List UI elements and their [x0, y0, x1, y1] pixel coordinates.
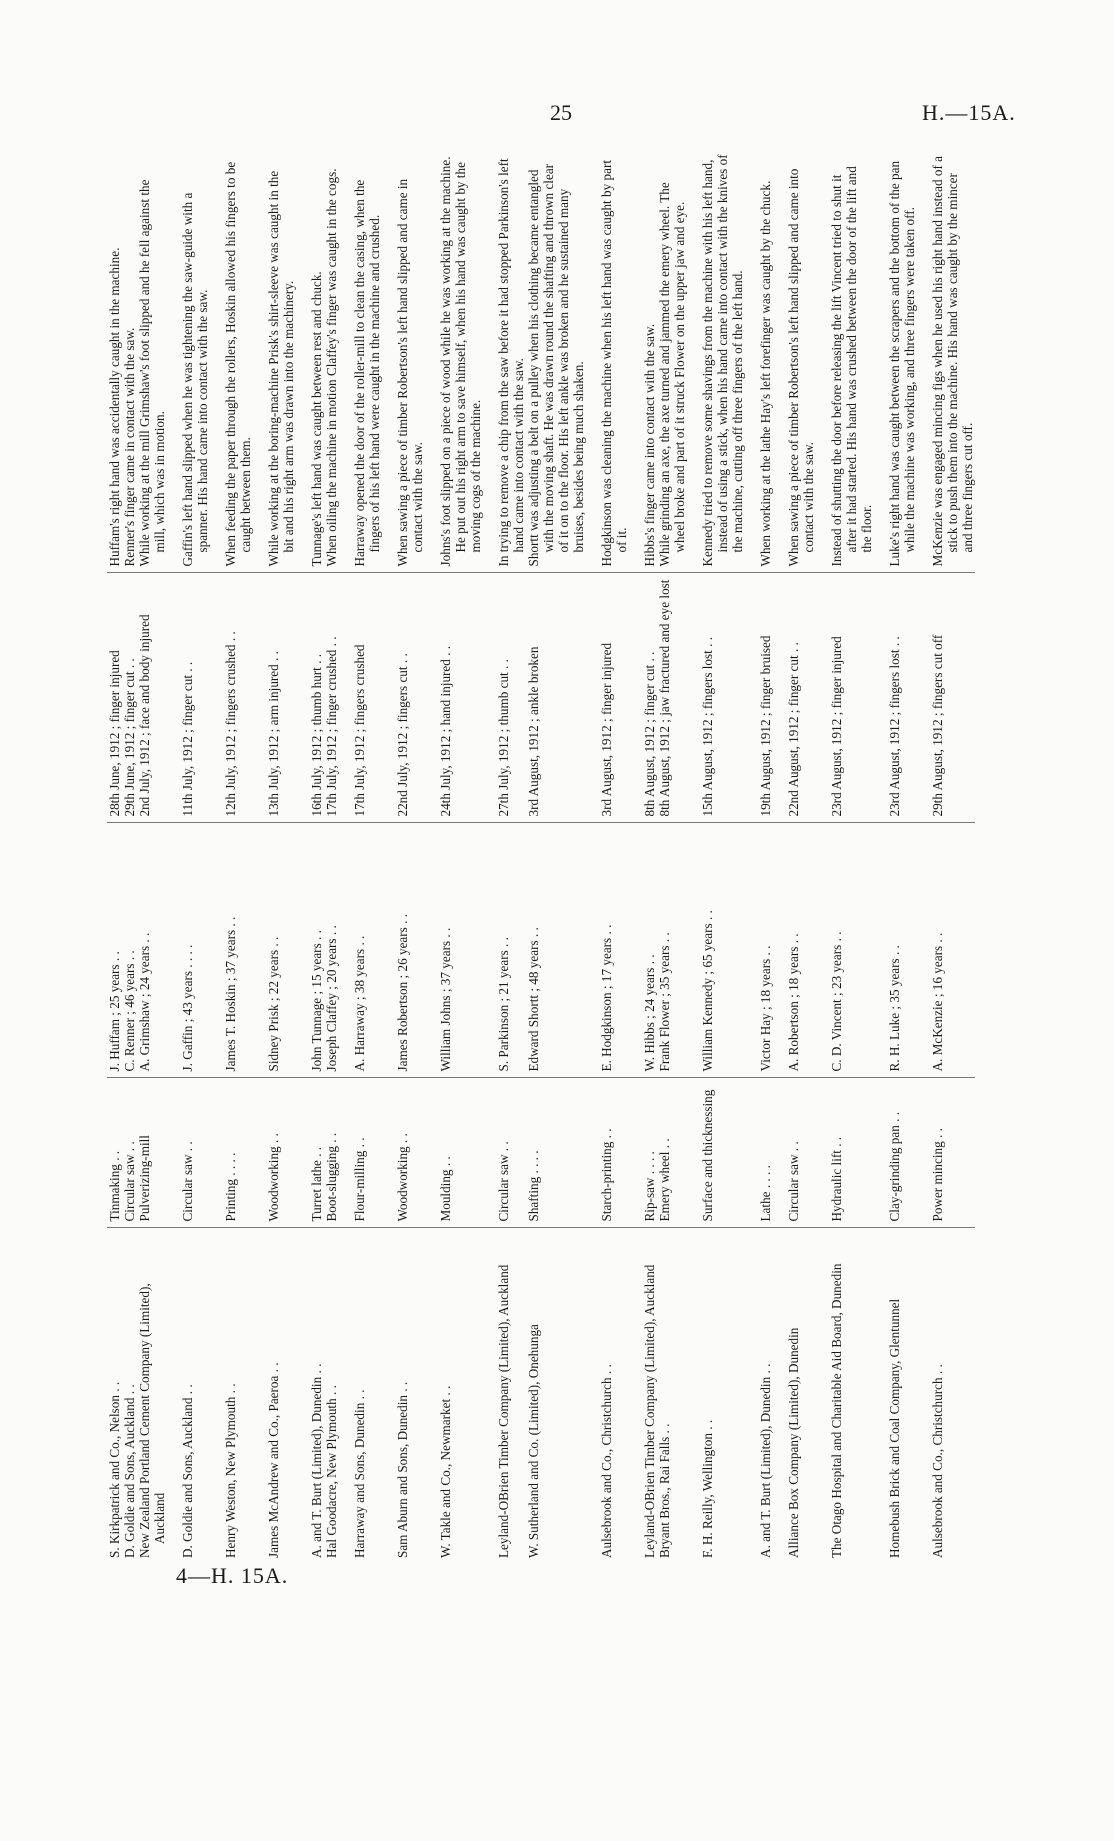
- table-row: [438, 148, 496, 1558]
- trade-cell-text: Hydraulic lift . .: [829, 1136, 844, 1222]
- injury-cell: [829, 573, 887, 823]
- table-row: [642, 148, 657, 1558]
- injury-cell-text: 22nd August, 1912 ; finger cut . .: [786, 642, 801, 817]
- footer-reference: 4—H. 15A.: [176, 1563, 289, 1588]
- person-cell: [266, 823, 309, 1078]
- cause-cell-text: When working at the lathe Hay's left forefinger was caught by the chuck.: [758, 180, 773, 567]
- cause-cell: [107, 148, 122, 573]
- cause-cell: [137, 148, 180, 573]
- employer-cell: [599, 1228, 642, 1558]
- employer-cell: [887, 1228, 930, 1558]
- person-cell: [496, 823, 526, 1078]
- table-row: [223, 148, 266, 1558]
- trade-cell: [122, 1078, 137, 1228]
- injury-cell-text: 3rd August, 1912 ; ankle broken: [526, 646, 541, 817]
- person-cell-text: J. Gaffin ; 43 years . . . .: [180, 944, 195, 1072]
- employer-cell-text: Aulsebrook and Co., Christchurch . .: [930, 1364, 945, 1558]
- table-row: [395, 148, 438, 1558]
- person-cell-text: A. Grimshaw ; 24 years . .: [137, 932, 152, 1072]
- table-row: [930, 148, 975, 1558]
- cause-cell-text: Luke's right hand was caught between the scrapers and the bottom of the pan while the machine was working, and three fingers were taken off.: [887, 160, 917, 567]
- employer-cell: [395, 1228, 438, 1558]
- injury-cell: [107, 573, 122, 823]
- injury-cell-text: 29th August, 1912 ; fingers cut off: [930, 634, 945, 817]
- person-cell-text: S. Parkinson ; 21 years . .: [496, 937, 511, 1072]
- table-row: [700, 148, 758, 1558]
- employer-cell: [352, 1228, 395, 1558]
- person-cell: [352, 823, 395, 1078]
- person-cell-text: James T. Hoskin ; 37 years . .: [223, 916, 238, 1072]
- cause-cell-text: While grinding an axe, the axe turned and jammed the emery wheel. The wheel broke and part of it struck Flower on the upper jaw and eye.: [657, 182, 687, 567]
- employer-cell: [657, 1228, 700, 1558]
- injury-cell-text: 23rd August, 1912 ; fingers lost . .: [887, 636, 902, 817]
- injury-cell-text: 15th August, 1912 ; fingers lost . .: [700, 637, 715, 817]
- cause-cell: [223, 148, 266, 573]
- table-row: [324, 148, 352, 1558]
- person-cell: [309, 823, 324, 1078]
- trade-cell: [395, 1078, 438, 1228]
- employer-cell-text: Alliance Box Company (Limited), Dunedin: [786, 1327, 801, 1558]
- person-cell: [526, 823, 599, 1078]
- cause-cell-text: Hibbs's finger came into contact with the saw.: [642, 324, 657, 567]
- trade-cell-text: Emery wheel . .: [657, 1138, 672, 1222]
- table-row: [180, 148, 223, 1558]
- injury-cell-text: 24th July, 1912 ; hand injured . .: [438, 645, 453, 817]
- table-row: [266, 148, 309, 1558]
- person-cell-text: Frank Flower ; 35 years . .: [657, 932, 672, 1072]
- table-row: [526, 148, 599, 1558]
- trade-cell: [526, 1078, 599, 1228]
- employer-cell-text: W. Sutherland and Co. (Limited), Onehunga: [526, 1324, 541, 1558]
- trade-cell: [352, 1078, 395, 1228]
- employer-cell-text: Harraway and Sons, Dunedin . .: [352, 1389, 367, 1558]
- injury-cell: [395, 573, 438, 823]
- person-cell: [700, 823, 758, 1078]
- cause-cell: [829, 148, 887, 573]
- cause-cell: [122, 148, 137, 573]
- employer-cell-text: James McAndrew and Co., Paeroa . .: [266, 1362, 281, 1558]
- trade-cell-text: Flour-milling . .: [352, 1137, 367, 1222]
- employer-cell-text: Hal Goodacre, New Plymouth . .: [324, 1385, 339, 1558]
- employer-cell: [223, 1228, 266, 1558]
- employer-cell: [526, 1228, 599, 1558]
- employer-cell-text: Henry Weston, New Plymouth . .: [223, 1383, 238, 1558]
- employer-cell-text: The Otago Hospital and Charitable Aid Board, Dunedin: [829, 1263, 844, 1558]
- trade-cell: [642, 1078, 657, 1228]
- employer-cell-text: Bryant Bros., Rai Falls . .: [657, 1423, 672, 1558]
- cause-cell: [700, 148, 758, 573]
- cause-cell-text: When sawing a piece of timber Robertson's left hand slipped and came into contact with the saw.: [786, 168, 816, 567]
- employer-cell: [496, 1228, 526, 1558]
- cause-cell-text: When feeding the paper through the rollers, Hoskin allowed his fingers to be caught between them.: [223, 161, 253, 567]
- trade-cell: [758, 1078, 786, 1228]
- employer-cell-text: New Zealand Portland Cement Company (Limited), Auckland: [137, 1283, 167, 1558]
- trade-cell: [657, 1078, 700, 1228]
- person-cell: [107, 823, 122, 1078]
- trade-cell: [180, 1078, 223, 1228]
- cause-cell: [309, 148, 324, 573]
- injury-cell-text: 12th July, 1912 ; fingers crushed . .: [223, 631, 238, 817]
- injury-cell: [137, 573, 180, 823]
- employer-cell: [309, 1228, 324, 1558]
- trade-cell: [309, 1078, 324, 1228]
- injury-cell-text: 8th August, 1912 ; jaw fractured and eye lost: [657, 579, 672, 817]
- employer-cell: [438, 1228, 496, 1558]
- trade-cell: [700, 1078, 758, 1228]
- person-cell: [599, 823, 642, 1078]
- accident-table: [107, 148, 975, 1558]
- injury-cell: [599, 573, 642, 823]
- cause-cell: [758, 148, 786, 573]
- person-cell-text: Edward Shortt ; 48 years . .: [526, 927, 541, 1072]
- employer-cell: [122, 1228, 137, 1558]
- injury-cell: [786, 573, 829, 823]
- employer-cell-text: Aulsebrook and Co., Christchurch . .: [599, 1364, 614, 1558]
- injury-cell: [266, 573, 309, 823]
- injury-cell: [309, 573, 324, 823]
- trade-cell: [266, 1078, 309, 1228]
- employer-cell: [642, 1228, 657, 1558]
- person-cell: [438, 823, 496, 1078]
- person-cell-text: John Tunnage ; 15 years . .: [309, 930, 324, 1072]
- injury-cell: [180, 573, 223, 823]
- injury-cell-text: 29th June, 1912 ; finger cut . .: [122, 658, 137, 817]
- page-number: 25: [550, 100, 572, 125]
- person-cell-text: William Kennedy ; 65 years . .: [700, 910, 715, 1072]
- cause-cell-text: Tunnage's left hand was caught between rest and chuck.: [309, 271, 324, 567]
- trade-cell-text: Printing . . . .: [223, 1152, 238, 1222]
- injury-cell: [352, 573, 395, 823]
- person-cell-text: E. Hodgkinson ; 17 years . .: [599, 924, 614, 1072]
- employer-cell-text: D. Goldie and Sons, Auckland . .: [180, 1384, 195, 1558]
- person-cell-text: James Robertson ; 26 years . .: [395, 914, 410, 1072]
- person-cell-text: C. D. Vincent ; 23 years . .: [829, 931, 844, 1072]
- cause-cell-text: Harraway opened the door of the roller-mill to clean the casing, when the fingers of his left hand were caught in the machine and crushed.: [352, 179, 382, 567]
- person-cell-text: W. Hibbs ; 24 years . .: [642, 954, 657, 1072]
- cause-cell-text: When sawing a piece of timber Robertson's left hand slipped and came in contact with the saw.: [395, 178, 425, 567]
- trade-cell-text: Rip-saw . . . .: [642, 1151, 657, 1222]
- cause-cell-text: Kennedy tried to remove some shavings from the machine with his left hand, instead of using a stick, when his hand came into contact with the knives of the machine, cutting off three fingers of the left hand.: [700, 154, 745, 567]
- trade-cell-text: Circular saw . .: [180, 1141, 195, 1222]
- employer-cell-text: A. and T. Burt (Limited), Dunedin . .: [758, 1363, 773, 1558]
- table-row: [599, 148, 642, 1558]
- employer-cell: [266, 1228, 309, 1558]
- employer-cell: [107, 1228, 122, 1558]
- cause-cell-text: Huffam's right hand was accidentally caught in the machine.: [107, 247, 122, 567]
- injury-cell-text: 17th July, 1912 ; finger crushed . .: [324, 636, 339, 817]
- injury-cell-text: 27th July, 1912 ; thumb cut . .: [496, 659, 511, 817]
- cause-cell-text: While working at the boring-machine Prisk's shirt-sleeve was caught in the bit and his right arm was drawn into the machinery.: [266, 170, 296, 567]
- injury-cell-text: 2nd July, 1912 ; face and body injured: [137, 614, 152, 817]
- trade-cell-text: Pulverizing-mill: [137, 1135, 152, 1222]
- injury-cell: [122, 573, 137, 823]
- employer-cell: [180, 1228, 223, 1558]
- trade-cell-text: Circular saw . .: [122, 1141, 137, 1222]
- person-cell: [887, 823, 930, 1078]
- cause-cell: [786, 148, 829, 573]
- trade-cell: [887, 1078, 930, 1228]
- trade-cell-text: Moulding . .: [438, 1156, 453, 1222]
- cause-cell: [395, 148, 438, 573]
- table-row: [496, 148, 526, 1558]
- accident-table-rotated: [107, 148, 1017, 1558]
- person-cell: [122, 823, 137, 1078]
- trade-cell: [599, 1078, 642, 1228]
- cause-cell-text: Johns's foot slipped on a piece of wood while he was working at the machine. He put out his right arm to save himself, when his hand was caught by the moving cogs of the machine.: [438, 156, 483, 567]
- injury-cell-text: 11th July, 1912 ; finger cut . .: [180, 661, 195, 817]
- injury-cell: [526, 573, 599, 823]
- cause-cell-text: Shortt was adjusting a belt on a pulley when his clothing became entangled with the moving shaft. He was drawn round the shafting and thrown clear of it on to the floor. His left ankle was broken and he sustained many bruises, besides being much shaken.: [526, 163, 586, 567]
- employer-cell: [700, 1228, 758, 1558]
- person-cell: [930, 823, 975, 1078]
- cause-cell-text: Renner's finger came in contact with the saw.: [122, 327, 137, 567]
- employer-cell: [786, 1228, 829, 1558]
- table-row: [107, 148, 122, 1558]
- injury-cell: [642, 573, 657, 823]
- cause-cell: [887, 148, 930, 573]
- cause-cell: [352, 148, 395, 573]
- cause-cell-text: McKenzie was engaged mincing figs when he used his right hand instead of a stick to push them into the machine. His hand was caught by the mincer and three fingers cut off.: [930, 155, 975, 567]
- accident-rows: [107, 148, 975, 1558]
- table-row: [352, 148, 395, 1558]
- person-cell-text: A. McKenzie ; 16 years . .: [930, 932, 945, 1072]
- person-cell-text: A. Robertson ; 18 years . .: [786, 933, 801, 1072]
- injury-cell: [223, 573, 266, 823]
- cause-cell-text: Hodgkinson was cleaning the machine when his left hand was caught by part of it.: [599, 159, 629, 567]
- table-row: [309, 148, 324, 1558]
- table-row: [786, 148, 829, 1558]
- cause-cell: [266, 148, 309, 573]
- table-row: [122, 148, 137, 1558]
- trade-cell-text: Woodworking . .: [266, 1133, 281, 1222]
- trade-cell-text: Turret lathe . .: [309, 1146, 324, 1222]
- person-cell: [758, 823, 786, 1078]
- trade-cell: [223, 1078, 266, 1228]
- injury-cell-text: 22nd July, 1912 ; fingers cut . .: [395, 653, 410, 817]
- person-cell-text: William Johns ; 37 years . .: [438, 927, 453, 1072]
- employer-cell: [137, 1228, 180, 1558]
- table-row: [758, 148, 786, 1558]
- employer-cell-text: Homebush Brick and Coal Company, Glentunnel: [887, 1298, 902, 1558]
- cause-cell: [930, 148, 975, 573]
- injury-cell: [887, 573, 930, 823]
- injury-cell-text: 23rd August, 1912 ; finger injured: [829, 636, 844, 817]
- person-cell: [829, 823, 887, 1078]
- person-cell-text: C. Renner ; 46 years . .: [122, 950, 137, 1072]
- trade-cell-text: Boot-slugging . .: [324, 1132, 339, 1222]
- injury-cell: [930, 573, 975, 823]
- injury-cell-text: 8th August, 1912 ; finger cut . .: [642, 651, 657, 817]
- trade-cell: [137, 1078, 180, 1228]
- table-row: [657, 148, 700, 1558]
- cause-cell-text: Gaffin's left hand slipped when he was tightening the saw-guide with a spanner. His hand came into contact with the saw.: [180, 192, 210, 567]
- trade-cell-text: Starch-printing . .: [599, 1128, 614, 1222]
- employer-cell-text: F. H. Reilly, Wellington . .: [700, 1419, 715, 1558]
- employer-cell-text: Leyland-OBrien Timber Company (Limited), Auckland: [496, 1264, 511, 1558]
- trade-cell-text: Surface and thicknessing: [700, 1089, 715, 1222]
- employer-cell-text: D. Goldie and Sons, Auckland . .: [122, 1384, 137, 1558]
- trade-cell: [107, 1078, 122, 1228]
- injury-cell: [324, 573, 352, 823]
- trade-cell: [496, 1078, 526, 1228]
- table-row: [887, 148, 930, 1558]
- injury-cell-text: 16th July, 1912 ; thumb hurt . .: [309, 653, 324, 817]
- injury-cell: [657, 573, 700, 823]
- trade-cell: [438, 1078, 496, 1228]
- injury-cell: [496, 573, 526, 823]
- injury-cell: [700, 573, 758, 823]
- trade-cell-text: Tinmaking . .: [107, 1150, 122, 1222]
- page-reference: H.—15A.: [922, 100, 1016, 125]
- person-cell: [657, 823, 700, 1078]
- employer-cell-text: A. and T. Burt (Limited), Dunedin . .: [309, 1363, 324, 1558]
- cause-cell: [496, 148, 526, 573]
- employer-cell: [829, 1228, 887, 1558]
- employer-cell: [758, 1228, 786, 1558]
- employer-cell-text: S. Kirkpatrick and Co., Nelson . .: [107, 1381, 122, 1558]
- injury-cell-text: 19th August, 1912 ; finger bruised: [758, 635, 773, 817]
- trade-cell: [829, 1078, 887, 1228]
- person-cell-text: J. Huffam ; 25 years . .: [107, 951, 122, 1072]
- cause-cell: [599, 148, 642, 573]
- person-cell: [786, 823, 829, 1078]
- trade-cell-text: Circular saw . .: [786, 1141, 801, 1222]
- employer-cell: [324, 1228, 352, 1558]
- trade-cell-text: Shafting . . . .: [526, 1150, 541, 1222]
- table-row: [829, 148, 887, 1558]
- person-cell-text: A. Harraway ; 38 years . .: [352, 935, 367, 1072]
- cause-cell: [180, 148, 223, 573]
- cause-cell: [657, 148, 700, 573]
- injury-cell-text: 13th July, 1912 ; arm injured . .: [266, 651, 281, 817]
- cause-cell-text: While working at the mill Grimshaw's foot slipped and he fell against the mill, which was in motion.: [137, 179, 167, 567]
- cause-cell: [438, 148, 496, 573]
- cause-cell: [526, 148, 599, 573]
- trade-cell-text: Lathe . . . .: [758, 1165, 773, 1222]
- trade-cell-text: Circular saw . .: [496, 1141, 511, 1222]
- person-cell-text: Joseph Claffey ; 20 years . .: [324, 925, 339, 1072]
- cause-cell: [642, 148, 657, 573]
- injury-cell-text: 28th June, 1912 ; finger injured: [107, 650, 122, 817]
- employer-cell: [930, 1228, 975, 1558]
- trade-cell: [324, 1078, 352, 1228]
- trade-cell: [930, 1078, 975, 1228]
- cause-cell: [324, 148, 352, 573]
- person-cell: [324, 823, 352, 1078]
- employer-cell-text: W. Takle and Co., Newmarket . .: [438, 1385, 453, 1558]
- person-cell: [642, 823, 657, 1078]
- trade-cell-text: Woodworking . .: [395, 1133, 410, 1222]
- person-cell-text: Sidney Prisk ; 22 years . .: [266, 936, 281, 1072]
- person-cell-text: R. H. Luke ; 35 years . .: [887, 945, 902, 1072]
- cause-cell-text: In trying to remove a chip from the saw before it had stopped Parkinson's left hand came into contact with the saw.: [496, 158, 526, 567]
- injury-cell-text: 3rd August, 1912 ; finger injured: [599, 642, 614, 817]
- person-cell: [223, 823, 266, 1078]
- injury-cell-text: 17th July, 1912 ; fingers crushed: [352, 644, 367, 817]
- injury-cell: [758, 573, 786, 823]
- employer-cell-text: Sam Aburn and Sons, Dunedin . .: [395, 1381, 410, 1558]
- person-cell: [137, 823, 180, 1078]
- table-row: [137, 148, 180, 1558]
- employer-cell-text: Leyland-OBrien Timber Company (Limited), Auckland: [642, 1264, 657, 1558]
- trade-cell-text: Power mincing . .: [930, 1128, 945, 1222]
- person-cell-text: Victor Hay ; 18 years . .: [758, 945, 773, 1072]
- trade-cell-text: Clay-grinding pan . .: [887, 1111, 902, 1222]
- injury-cell: [438, 573, 496, 823]
- cause-cell-text: Instead of shutting the door before releasing the lift Vincent tried to shut it after it had started. His hand was crushed between the door of the lift and the floor.: [829, 166, 874, 567]
- cause-cell-text: When oiling the machine in motion Claffey's finger was caught in the cogs.: [324, 168, 339, 567]
- person-cell: [180, 823, 223, 1078]
- person-cell: [395, 823, 438, 1078]
- trade-cell: [786, 1078, 829, 1228]
